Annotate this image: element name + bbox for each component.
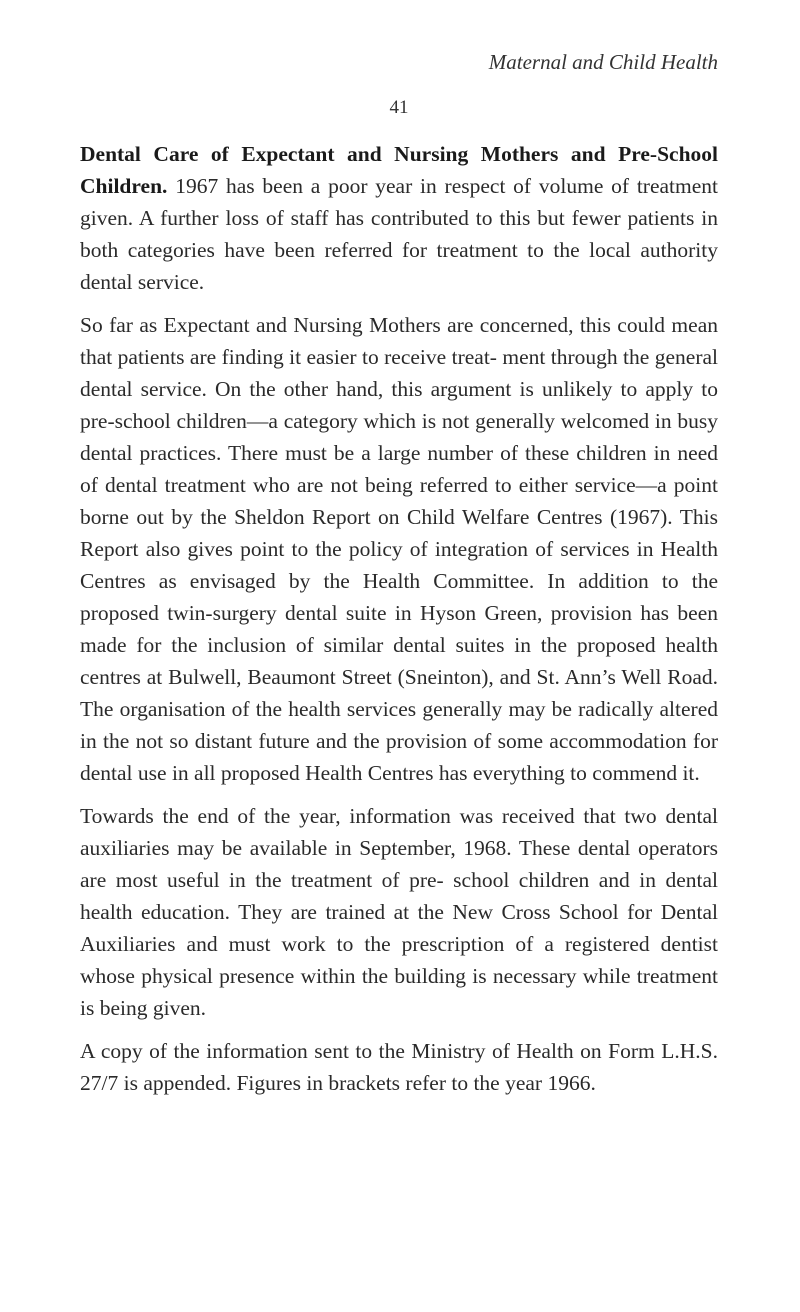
page-number: 41 bbox=[389, 97, 409, 118]
paragraph-4: A copy of the information sent to the Ministry of Health on Form L.H.S. 27/7 is appended. Figures in brackets refer to the year 1966. bbox=[80, 1039, 718, 1095]
section-heading: Dental Care of Expectant and Nursing Mothers and Pre-School Children. bbox=[80, 142, 718, 198]
paragraph-3: Towards the end of the year, information was received that two dental auxiliaries may be available in September, 1968. These dental operators are most useful in the treatment of pre- school children and in dental health education. They are trained at the New Cross School for Dental Auxiliaries and must work to the prescription of a registered dentist whose physical presence within the building is necessary while treatment is being given. bbox=[80, 804, 718, 1020]
running-head: Maternal and Child Health bbox=[488, 50, 718, 74]
paragraph-2: So far as Expectant and Nursing Mothers are concerned, this could mean that patients are finding it easier to receive treat- ment through the general dental service. On the other hand, this argument is unlikely to apply to pre-school children—a category which is not generally welcomed in busy dental practices. There must be a large number of these children in need of dental treatment who are not being referred to either service—a point borne out by the Sheldon Report on Child Welfare Centres (1967). This Report also gives point to the policy of integration of services in Health Centres as envisaged by the Health Committee. In addition to the proposed twin-surgery dental suite in Hyson Green, provision has been made for the inclusion of similar dental suites in the proposed health centres at Bulwell, Beaumont Street (Sneinton), and St. Ann’s Well Road. The organisation of the health services generally may be radically altered in the not so distant future and the provision of some accommodation for dental use in all proposed Health Centres has everything to commend it. bbox=[80, 313, 718, 785]
paragraph-1 bbox=[80, 138, 718, 298]
body-text bbox=[80, 138, 718, 1110]
paragraph-1-text: 1967 has been a poor year in respect of volume of treatment given. A further loss of staff has contributed to this but fewer patients in both categories have been referred for treatment to the local authority dental service. bbox=[80, 174, 718, 294]
